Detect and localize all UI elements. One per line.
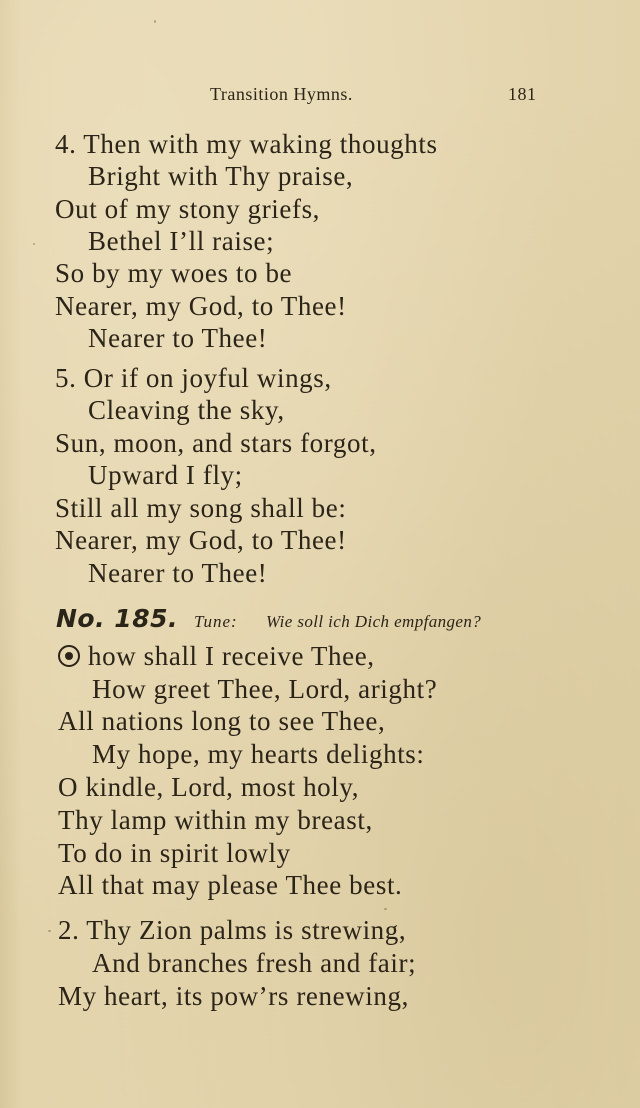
verse-line: My heart, its pow’rs renewing,: [58, 981, 409, 1011]
verse-line: Bright with Thy praise,: [88, 161, 354, 191]
verse-line: Bethel I’ll raise;: [88, 226, 275, 256]
verse-line: Sun, moon, and stars forgot,: [55, 428, 377, 458]
verse-line: Nearer, my God, to Thee!: [55, 525, 347, 555]
verse-line: All nations long to see Thee,: [58, 706, 386, 736]
verse-line: O kindle, Lord, most holy,: [58, 772, 360, 802]
verse-line: Cleaving the sky,: [88, 395, 285, 425]
tune-name: Wie soll ich Dich empfangen?: [266, 612, 482, 631]
verse-line: Upward I fly;: [88, 460, 243, 490]
paper-speck: [48, 930, 51, 932]
verse-line: Nearer to Thee!: [88, 558, 268, 588]
paper-speck: [154, 20, 156, 23]
paper-speck: [33, 243, 35, 245]
verse-line: Out of my stony griefs,: [55, 194, 321, 224]
verse-line: Nearer, my God, to Thee!: [55, 291, 347, 321]
verse-line: 5. Or if on joyful wings,: [55, 363, 332, 393]
verse-line: Thy lamp within my breast,: [58, 805, 373, 835]
verse-line: To do in spirit lowly: [58, 838, 291, 868]
paper-speck: [384, 908, 387, 910]
verse-line: 4. Then with my waking thoughts: [55, 129, 438, 159]
verse-line: Nearer to Thee!: [88, 323, 268, 353]
page-number: 181: [508, 84, 537, 104]
verse-line: Still all my song shall be:: [55, 493, 347, 523]
header-title: Transition Hymns.: [210, 84, 353, 104]
hymn-heading: [56, 604, 482, 634]
verse-line-text: how shall I receive Thee,: [88, 641, 375, 671]
verse-line: And branches fresh and fair;: [92, 948, 417, 978]
verse-line: 2. Thy Zion palms is strewing,: [58, 915, 407, 945]
hymn-number: No. 185.: [56, 604, 178, 633]
verse-line: My hope, my hearts delights:: [92, 739, 425, 769]
verse-line: How greet Thee, Lord, aright?: [92, 674, 438, 704]
ornamental-o-initial: [58, 645, 80, 667]
tune-label: Tune:: [194, 612, 238, 631]
verse-line: [58, 640, 375, 672]
verse-line: So by my woes to be: [55, 258, 293, 288]
running-header: [0, 84, 640, 108]
verse-line: All that may please Thee best.: [58, 870, 403, 900]
